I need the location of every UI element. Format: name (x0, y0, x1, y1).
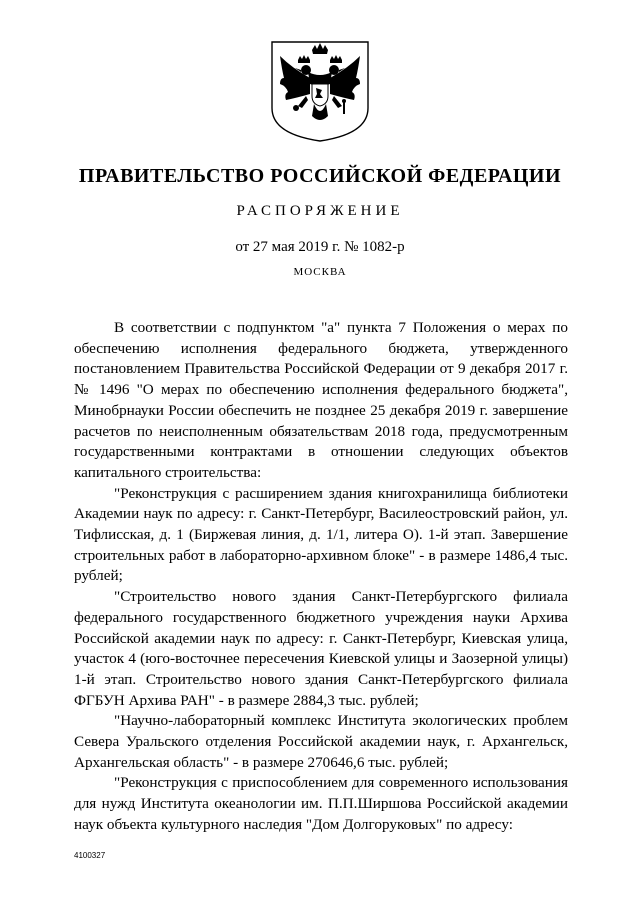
body-paragraph: "Строительство нового здания Санкт-Петербургского филиала федерального государственного бюджетного учреждения науки Архива Российской академии наук по адресу: г. Санкт-Петербург, Киевская улица, участок 4 (юго-восточнее пересечения Киевской улицы и Заозерной улицы) 1-й этап. Строительство нового здания Санкт-Петербургского филиала ФГБУН Архива РАН" - в размере 2884,3 тыс. рублей; (74, 588, 568, 709)
body-paragraph: "Научно-лабораторный комплекс Института экологических проблем Севера Уральского отделения Российской академии наук, г. Архангельск, Архангельская область" - в размере 270646,6 тыс. рублей; (74, 712, 568, 771)
decree-body (74, 318, 568, 836)
body-paragraph: "Реконструкция с приспособлением для современного использования для нужд Института океанологии им. П.П.Ширшова Российской академии наук объекта культурного наследия "Дом Долгоруковых" по адресу: (74, 774, 568, 833)
decree-date-number: от 27 мая 2019 г. № 1082-р (235, 239, 405, 255)
body-paragraph: "Реконструкция с расширением здания книгохранилища библиотеки Академии наук по адресу: г. Санкт-Петербург, Василеостровский район, ул. Тифлисская, д. 1 (Биржевая линия, д. 1/1, литера О). 1-й этап. Завершение строительных работ в лабораторно-архивном блоке" - в размере 1486,4 тыс. рублей; (74, 484, 568, 585)
government-title: ПРАВИТЕЛЬСТВО РОССИЙСКОЙ ФЕДЕРАЦИИ (78, 165, 562, 187)
document-code: 4100327 (74, 851, 106, 860)
coat-of-arms-icon (268, 38, 372, 144)
issuing-city: МОСКВА (293, 266, 347, 278)
body-paragraph: В соответствии с подпунктом "а" пункта 7 Положения о мерах по обеспечению исполнения федерального бюджета, утвержденного постановлением Правительства Российской Федерации от 9 декабря 2017 г. № 1496 "О мерах по обеспечению исполнения федерального бюджета", Минобрнауки России обеспечить не позднее 25 декабря 2019 г. завершение расчетов по неисполненным обязательствам 2018 года, предусмотренным государственными контрактами в отношении следующих объектов капитального строительства: (74, 319, 568, 481)
document-type-title: РАСПОРЯЖЕНИЕ (236, 203, 404, 219)
